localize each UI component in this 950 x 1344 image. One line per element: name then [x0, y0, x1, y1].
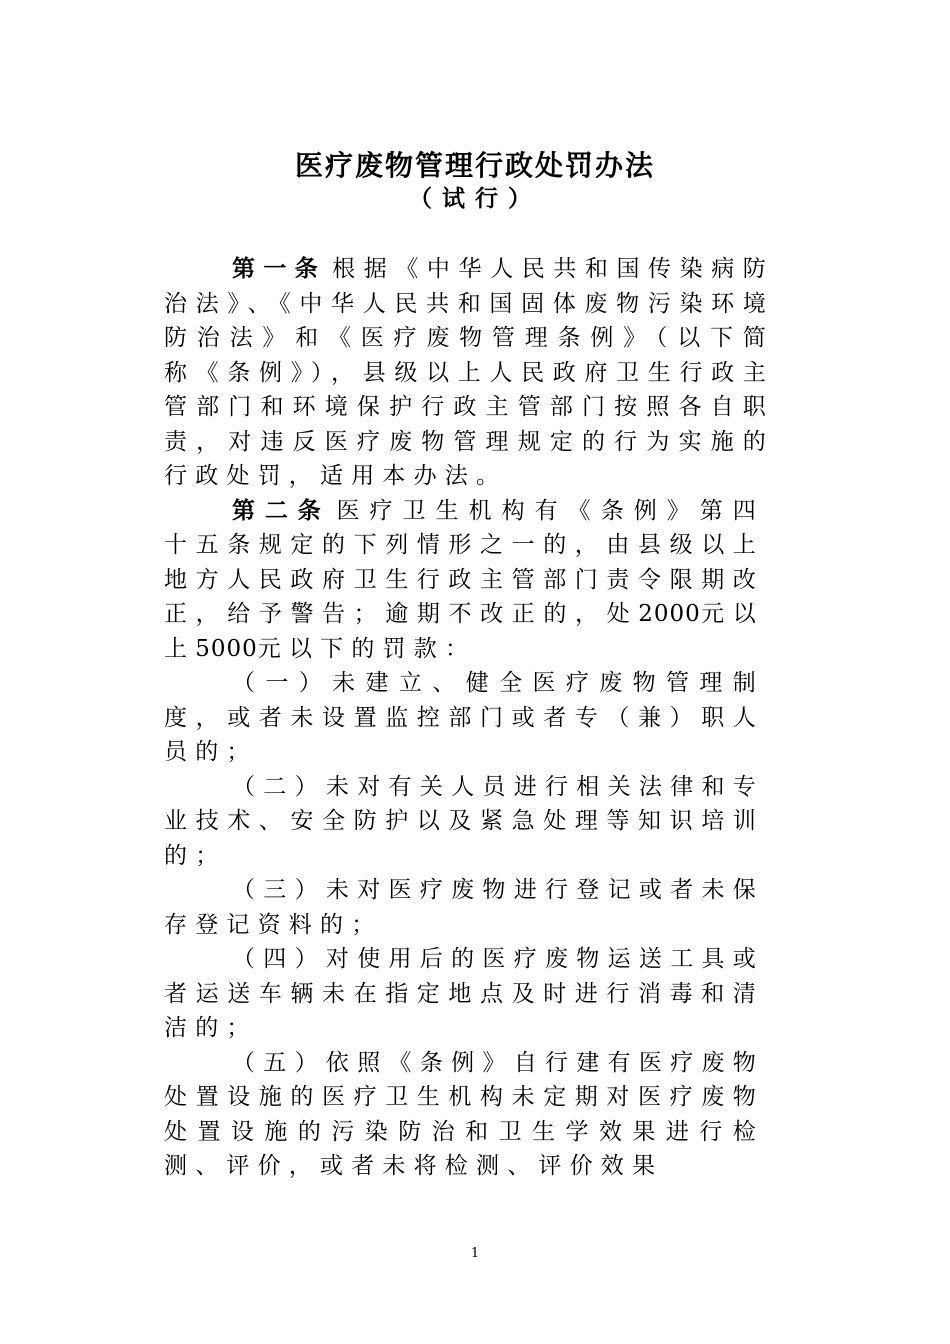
page-number: 1: [470, 1246, 480, 1261]
article-2-text-mid: 元以上: [164, 601, 764, 662]
article-1: [164, 252, 774, 494]
article-2-item-4: （四）对使用后的医疗废物运送工具或者运送车辆未在指定地点及时进行消毒和清洁的；: [164, 946, 764, 1041]
article-2-item-3: （三）未对医疗废物进行登记或者未保存登记资料的；: [164, 877, 764, 938]
article-2-item-5: （五）依照《条例》自行建有医疗废物处置设施的医疗卫生机构未定期对医疗废物处置设施的污染防治和卫生学效果进行检测、评价，或者未将检测、评价效果: [164, 1049, 764, 1179]
article-2-number: 第二条: [232, 496, 331, 524]
document-body: [164, 252, 786, 1184]
article-2-item-1: （一）未建立、健全医疗废物管理制度，或者未设置监控部门或者专（兼）职人员的；: [164, 670, 764, 765]
article-2: [164, 494, 764, 667]
document-subtitle: （试行）: [409, 185, 541, 212]
article-2-amount-low: 2000: [638, 601, 701, 627]
article-2-text-after: 元以下的罚款：: [257, 635, 477, 662]
article-2-item-2: （二）未对有关人员进行相关法律和专业技术、安全防护以及紧急处理等知识培训的；: [164, 773, 764, 869]
article-1-number: 第一条: [232, 255, 327, 282]
article-2-amount-high: 5000: [195, 635, 258, 662]
document-title: 医疗废物管理行政处罚办法: [294, 149, 655, 182]
article-2-text: 医疗卫生机构有《条例》第四十五条规定的下列情形之一的，由县级以上地方人民政府卫生行政主管部门责令限期改正，给予警告；逾期不改正的，处: [164, 497, 764, 627]
article-1-text: 根据《中华人民共和国传染病防治法》、《中华人民共和国固体废物污染环境防治法》和《医疗废物管理条例》（以下简称《条例》），县级以上人民政府卫生行政主管部门和环境保护行政主管部门按照各自职责，对违反医疗废物管理规定的行为实施的行政处罚，适用本办法。: [164, 256, 774, 489]
